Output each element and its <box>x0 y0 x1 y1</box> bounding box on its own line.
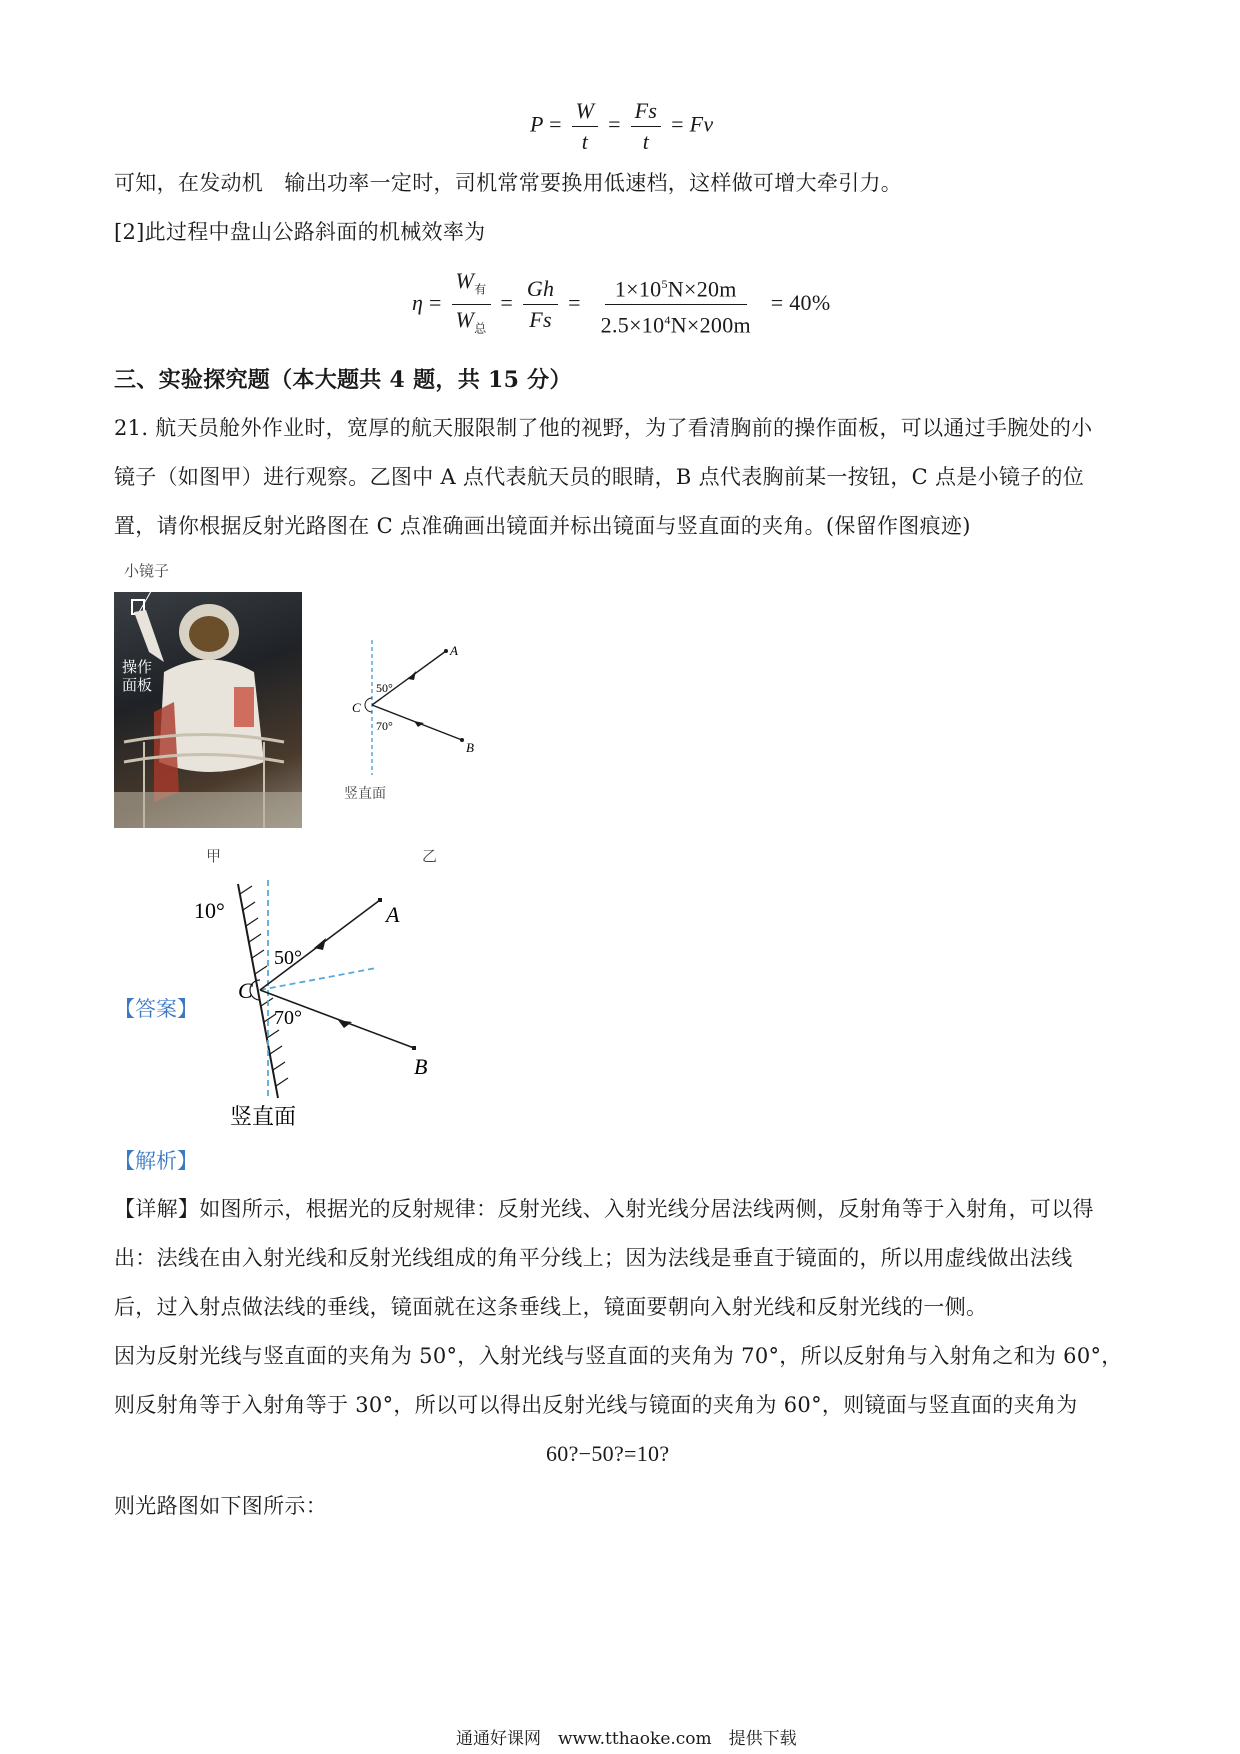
w-useful: W <box>455 268 475 293</box>
yi-point-c: C <box>352 700 361 715</box>
answer-point-c: C <box>238 978 253 1003</box>
denominator-t: t <box>581 129 589 154</box>
figure-yi-caption: 乙 <box>422 847 438 865</box>
panel-label-line-2: 面板 <box>122 676 153 694</box>
power-formula: P = $\frac{W}{t}$ = $\frac{Fs}{t}$ = Fv <box>530 98 714 154</box>
text-line-1: 可知，在发动机 输出功率一定时，司机常常要换用低速档，这样做可增大牵引力。 <box>114 171 903 195</box>
den-rest: N×200m <box>670 312 751 338</box>
denominator-fs: Fs <box>529 307 552 333</box>
sub-zong: 总 <box>474 321 487 336</box>
analysis-label: 【解析】 <box>114 1149 198 1173</box>
detail-line-4: 因为反射光线与竖直面的夹角为 50°，入射光线与竖直面的夹角为 70°，所以反射角与入射角之和为 60°， <box>114 1344 1123 1368</box>
q21-line-3: 置，请你根据反射光路图在 C 点准确画出镜面并标出镜面与竖直面的夹角。(保留作图痕迹) <box>114 514 971 538</box>
detail-line-5: 则反射角等于入射角等于 30°，所以可以得出反射光线与镜面的夹角为 60°，则镜面与竖直面的夹角为 <box>114 1393 1078 1417</box>
fraction-gh-over-fs <box>523 276 559 333</box>
yi-point-b: B <box>466 740 474 755</box>
formula-eta: η <box>412 289 424 315</box>
num-rest: N×20m <box>667 276 737 302</box>
detail-label: 【详解】 <box>114 1197 200 1221</box>
fraction-fs-over-t <box>631 98 662 155</box>
answer-point-b: B <box>414 1054 428 1079</box>
formula-p: P <box>530 111 544 137</box>
page-footer: 通通好课网 www.tthaoke.com 提供下载 <box>456 1729 797 1749</box>
figure-jia-mirror-label: 小镜子 <box>124 562 170 580</box>
answer-angle-top: 50° <box>274 947 302 969</box>
figure-yi-diagram <box>330 630 500 810</box>
fraction-w-over-t <box>572 98 599 155</box>
q21-line-2: 镜子（如图甲）进行观察。乙图中 A 点代表航天员的眼睛，B 点代表胸前某一按钮，C 点是小镜子的位 <box>114 465 1085 489</box>
numerator-w: W <box>572 98 599 127</box>
denominator-t2: t <box>642 129 650 154</box>
formula-fv: Fv <box>689 111 714 137</box>
answer-diagram <box>190 880 450 1130</box>
text-line-2: [2]此过程中盘山公路斜面的机械效率为 <box>114 220 486 244</box>
fraction-w-useful-over-total <box>452 268 491 342</box>
num-exp: 5 <box>661 277 668 292</box>
den-exp: 4 <box>664 313 671 328</box>
detail-line-1 <box>114 1195 1094 1223</box>
q21-line-1: 21. 航天员舱外作业时，宽厚的航天服限制了他的视野，为了看清胸前的操作面板，可以通过手腕处的小 <box>114 416 1093 440</box>
panel-label-line-1: 操作 <box>122 658 153 676</box>
answer-label: 【答案】 <box>114 997 198 1021</box>
answer-vertical-label: 竖直面 <box>230 1105 297 1130</box>
den-coef: 2.5×10 <box>600 312 665 338</box>
efficiency-formula: η = $\frac{W_有}{W_总}$ = $\frac{Gh}{Fs}$ = $\frac{1\times 10^5N\times 20m}{2.5\times 10^4N\times 200m}$ = 40% <box>412 268 830 342</box>
yi-angle-top: 50° <box>376 681 393 695</box>
normal-dashed <box>260 968 376 990</box>
yi-vertical-label: 竖直面 <box>344 786 386 802</box>
fraction-numeric <box>591 271 761 339</box>
astronaut-illustration <box>114 592 302 828</box>
numerator-gh: Gh <box>523 276 559 305</box>
yi-point-a: A <box>450 643 458 658</box>
w-total: W <box>455 307 475 333</box>
num-coef: 1×10 <box>614 276 662 302</box>
detail-text-1: 如图所示，根据光的反射规律：反射光线、入射光线分居法线两侧，反射角等于入射角，可以得 <box>199 1197 1094 1221</box>
detail-line-6: 则光路图如下图所示： <box>114 1494 327 1518</box>
efficiency-result: = 40% <box>770 289 831 315</box>
astronaut-photo <box>114 592 302 828</box>
answer-point-a: A <box>386 902 400 927</box>
answer-angle-bottom: 70° <box>274 1007 302 1029</box>
sub-you: 有 <box>474 282 487 297</box>
detail-line-3: 后，过入射点做法线的垂线，镜面就在这条垂线上，镜面要朝向入射光线和反射光线的一侧。 <box>114 1295 988 1319</box>
detail-formula: 60?−50?=10? <box>546 1441 670 1466</box>
yi-angle-bottom: 70° <box>376 719 393 733</box>
detail-line-2: 出：法线在由入射光线和反射光线组成的角平分线上；因为法线是垂直于镜面的，所以用虚线做出法线 <box>114 1246 1073 1270</box>
numerator-fs: Fs <box>631 98 662 127</box>
section-heading: 三、实验探究题（本大题共 4 题，共 15 分） <box>114 367 572 393</box>
figure-jia-caption: 甲 <box>206 847 222 865</box>
answer-angle-mirror: 10° <box>194 898 225 923</box>
